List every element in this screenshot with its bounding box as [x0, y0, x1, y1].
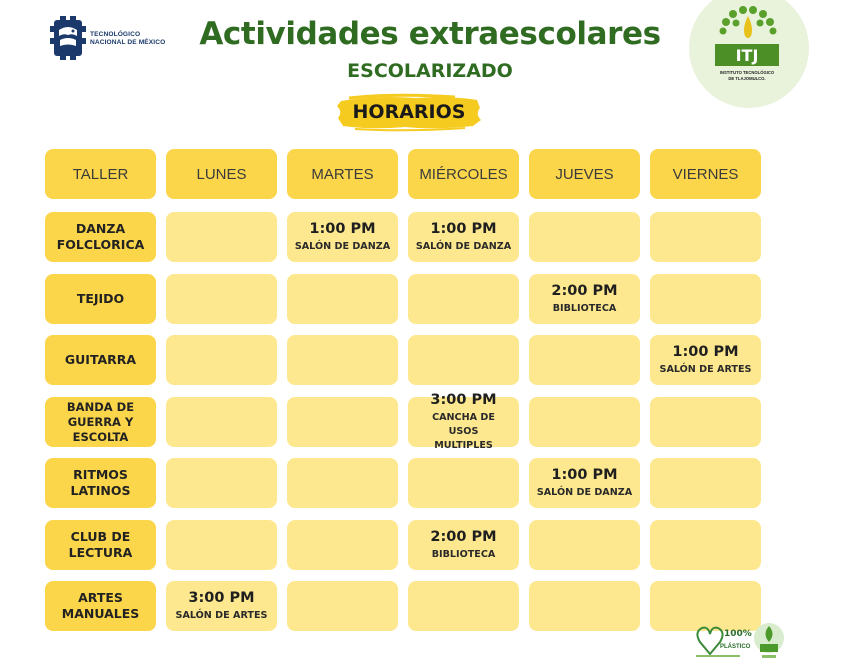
svg-text:DE TLAJOMULCO.: DE TLAJOMULCO. — [728, 76, 766, 81]
slot-place: SALÓN DE DANZA — [294, 241, 391, 252]
schedule-slot — [529, 212, 640, 262]
taller-label: ARTES MANUALES — [45, 581, 156, 631]
itj-logo — [693, 0, 795, 100]
slot-time: 1:00 PM — [551, 467, 618, 483]
schedule-slot — [166, 458, 277, 508]
schedule-slot — [166, 520, 277, 570]
column-header-5: VIERNES — [650, 149, 761, 199]
taller-label: CLUB DE LECTURA — [45, 520, 156, 570]
schedule-slot — [408, 392, 519, 451]
schedule-slot — [408, 274, 519, 324]
schedule-slot — [529, 581, 640, 631]
column-header-3: MIÉRCOLES — [408, 149, 519, 199]
slot-time: 2:00 PM — [551, 283, 618, 299]
column-header-0: TALLER — [45, 149, 156, 199]
taller-label: GUITARRA — [45, 335, 156, 385]
schedule-slot — [650, 520, 761, 570]
schedule-slot — [287, 581, 398, 631]
schedule-slot — [650, 335, 761, 385]
schedule-slot — [166, 581, 277, 631]
schedule-slot — [529, 458, 640, 508]
svg-text:100%: 100% — [724, 629, 752, 639]
taller-label: TEJIDO — [45, 274, 156, 324]
schedule-slot — [650, 212, 761, 262]
svg-text:PLÁSTICO: PLÁSTICO — [720, 644, 751, 650]
slot-place: BIBLIOTECA — [431, 549, 496, 560]
slot-place: SALÓN DE ARTES — [175, 610, 268, 621]
slot-place: CANCHA DE USOS MULTIPLES — [432, 412, 495, 451]
green-campus-badge — [752, 620, 786, 662]
slot-place: BIBLIOTECA — [552, 303, 617, 314]
schedule-slot — [166, 274, 277, 324]
schedule-slot — [408, 335, 519, 385]
slot-place: SALÓN DE DANZA — [536, 487, 633, 498]
horarios-label: HORARIOS — [352, 101, 466, 123]
schedule-slot — [408, 581, 519, 631]
schedule-slot — [408, 212, 519, 262]
tecnm-logo-line1: TECNOLÓGICO — [90, 31, 141, 38]
schedule-slot — [408, 458, 519, 508]
schedule-slot — [408, 520, 519, 570]
schedule-slot — [287, 274, 398, 324]
schedule-slot — [166, 212, 277, 262]
slot-time: 3:00 PM — [188, 590, 255, 606]
slot-time: 1:00 PM — [672, 344, 739, 360]
plastic-free-badge — [690, 622, 752, 662]
taller-label: BANDA DE GUERRA Y ESCOLTA — [45, 397, 156, 447]
schedule-slot — [287, 335, 398, 385]
schedule-slot — [529, 335, 640, 385]
taller-label: DANZA FOLCLORICA — [45, 212, 156, 262]
taller-label: RITMOS LATINOS — [45, 458, 156, 508]
column-header-2: MARTES — [287, 149, 398, 199]
slot-time: 1:00 PM — [309, 221, 376, 237]
tecnm-logo-line2: NACIONAL DE MÉXICO — [90, 39, 166, 46]
schedule-slot — [166, 397, 277, 447]
schedule-slot — [287, 212, 398, 262]
horarios-badge — [335, 92, 483, 132]
schedule-slot — [529, 520, 640, 570]
schedule-slot — [166, 335, 277, 385]
slot-place: SALÓN DE ARTES — [659, 364, 752, 375]
schedule-slot — [650, 458, 761, 508]
schedule-slot — [529, 274, 640, 324]
slot-place: SALÓN DE DANZA — [415, 241, 512, 252]
slot-time: 1:00 PM — [430, 221, 497, 237]
column-header-4: JUEVES — [529, 149, 640, 199]
schedule-slot — [529, 397, 640, 447]
schedule-slot — [650, 397, 761, 447]
slot-time: 2:00 PM — [430, 529, 497, 545]
svg-text:ITJ: ITJ — [735, 46, 759, 65]
schedule-slot — [650, 274, 761, 324]
schedule-slot — [287, 458, 398, 508]
schedule-slot — [287, 397, 398, 447]
slot-time: 3:00 PM — [430, 392, 497, 408]
column-header-1: LUNES — [166, 149, 277, 199]
schedule-slot — [287, 520, 398, 570]
page-title: Actividades extraescolares — [199, 16, 661, 52]
page-subtitle: ESCOLARIZADO — [347, 60, 513, 82]
svg-text:INSTITUTO TECNOLÓGICO: INSTITUTO TECNOLÓGICO — [719, 70, 775, 75]
